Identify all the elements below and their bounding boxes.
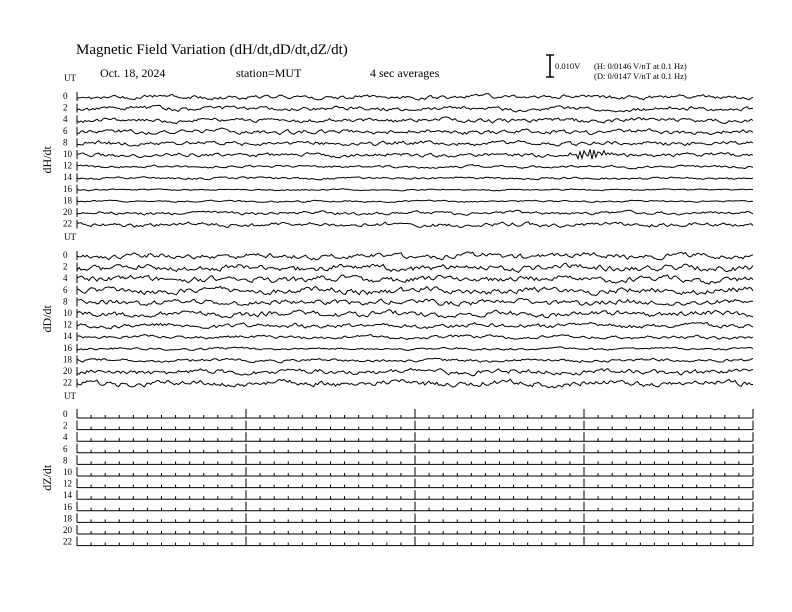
ut-axis-label: UT <box>64 73 76 83</box>
hour-label: 16 <box>63 501 72 512</box>
hour-label: 6 <box>63 125 68 136</box>
trace-line <box>77 310 753 318</box>
hour-label: 14 <box>63 172 72 183</box>
hour-label: 10 <box>63 149 72 159</box>
scale-value: 0.010V <box>555 61 581 71</box>
hour-label: 10 <box>63 467 72 477</box>
trace-line <box>77 299 753 307</box>
trace-line <box>77 210 753 215</box>
trace-line <box>77 286 753 295</box>
panel-ylabel: dD/dt <box>40 305 54 333</box>
trace-line <box>77 252 753 260</box>
hour-label: 16 <box>63 183 72 194</box>
trace-line <box>77 379 753 388</box>
hour-label: 22 <box>63 536 72 547</box>
hour-label: 8 <box>63 296 68 307</box>
hour-label: 18 <box>63 195 72 206</box>
hour-label: 8 <box>63 455 68 466</box>
hour-label: 12 <box>63 319 72 330</box>
scale-bar <box>546 55 554 77</box>
trace-line <box>77 263 753 272</box>
chart-date: Oct. 18, 2024 <box>100 66 166 80</box>
trace-line <box>77 189 753 191</box>
hour-label: 2 <box>63 261 68 272</box>
trace-line <box>77 128 753 135</box>
hour-label: 10 <box>63 308 72 318</box>
trace-line <box>77 117 753 124</box>
hour-label: 4 <box>63 114 68 125</box>
hour-label: 4 <box>63 273 68 284</box>
panel-dddt <box>40 232 753 388</box>
hour-label: 14 <box>63 490 72 501</box>
hour-label: 16 <box>63 342 72 353</box>
hour-label: 2 <box>63 420 68 431</box>
hour-label: 18 <box>63 354 72 365</box>
trace-line <box>77 347 753 351</box>
ut-axis-label: UT <box>64 391 76 401</box>
trace-line <box>77 165 753 169</box>
trace-line <box>77 358 753 363</box>
hour-label: 22 <box>63 377 72 388</box>
trace-line <box>77 275 753 284</box>
trace-line <box>77 200 753 202</box>
trace-line <box>77 368 753 375</box>
hour-label: 14 <box>63 331 72 342</box>
panel-ylabel: dZ/dt <box>40 464 54 491</box>
chart-station: station=MUT <box>236 66 302 80</box>
scale-d-sensitivity: (D: 0/0147 V/nT at 0.1 Hz) <box>594 71 687 81</box>
hour-label: 22 <box>63 218 72 229</box>
hour-label: 18 <box>63 513 72 524</box>
hour-label: 12 <box>63 478 72 489</box>
hour-label: 6 <box>63 284 68 295</box>
hour-label: 20 <box>63 366 72 376</box>
panel-ylabel: dH/dt <box>40 146 54 174</box>
hour-label: 0 <box>63 250 68 260</box>
hour-label: 0 <box>63 91 68 101</box>
chart-title: Magnetic Field Variation (dH/dt,dD/dt,dZ/dt) <box>76 42 348 58</box>
trace-line <box>77 177 753 180</box>
hour-label: 4 <box>63 432 68 443</box>
trace-line <box>77 323 753 329</box>
hour-label: 20 <box>63 525 72 535</box>
trace-line <box>77 94 753 101</box>
hour-label: 0 <box>63 409 68 419</box>
chart-averaging: 4 sec averages <box>370 66 440 80</box>
trace-line <box>77 222 753 228</box>
hour-label: 20 <box>63 207 72 217</box>
trace-line <box>77 105 753 112</box>
trace-line <box>77 149 753 159</box>
panel-dhdt <box>40 73 753 229</box>
ut-axis-label: UT <box>64 232 76 242</box>
hour-label: 12 <box>63 160 72 171</box>
hour-label: 8 <box>63 137 68 148</box>
hour-label: 6 <box>63 443 68 454</box>
trace-line <box>77 141 753 147</box>
hour-label: 2 <box>63 102 68 113</box>
panels <box>40 73 753 547</box>
panel-dzdt <box>40 391 753 547</box>
trace-line <box>77 335 753 340</box>
scale-h-sensitivity: (H: 0/0146 V/nT at 0.1 Hz) <box>594 61 687 71</box>
